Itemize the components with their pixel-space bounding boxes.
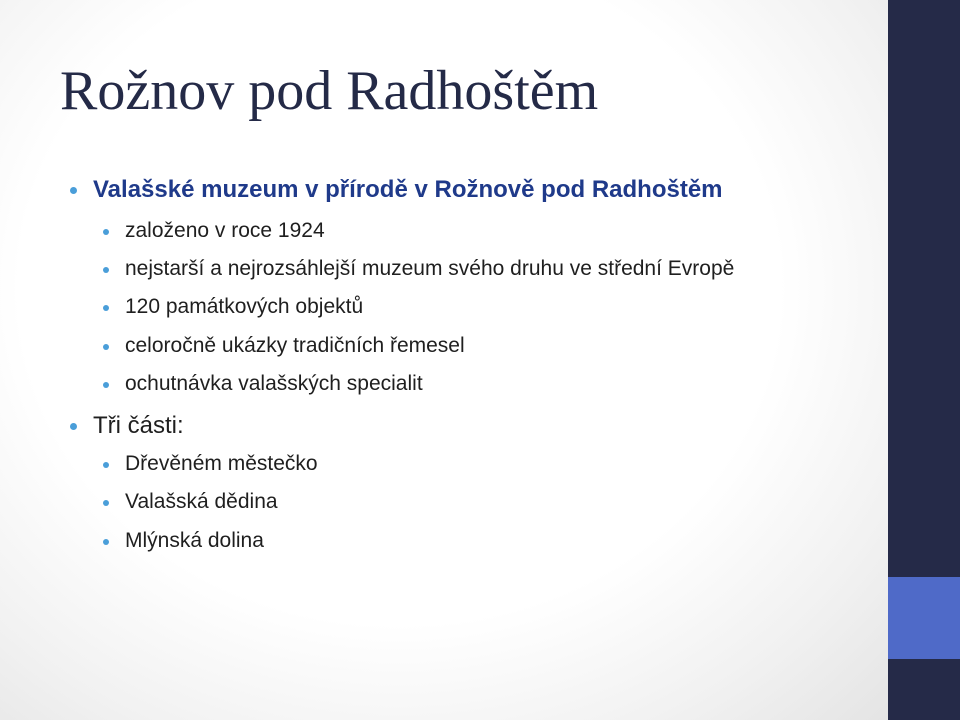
bullet-item-town xyxy=(103,452,318,476)
bullet-text: Dřevěném městečko xyxy=(125,452,318,475)
slide-title: Rožnov pod Radhoštěm xyxy=(60,60,599,122)
bullet-text: ochutnávka valašských specialit xyxy=(125,372,423,395)
bullet-text: nejstarší a nejrozsáhlejší muzeum svého druhu ve střední Evropě xyxy=(125,257,735,280)
bullet-text: Valašská dědina xyxy=(125,490,278,513)
bullet-item-objects xyxy=(103,295,363,319)
bullet-item-parts xyxy=(70,412,184,440)
bullet-dot-icon xyxy=(103,267,109,273)
bullet-dot-icon xyxy=(103,462,109,468)
bullet-dot-icon xyxy=(103,229,109,235)
bullet-text: 120 památkových objektů xyxy=(125,295,364,318)
bullet-dot-icon xyxy=(103,344,109,350)
bullet-item-village xyxy=(103,490,278,514)
bullet-text: Mlýnská dolina xyxy=(125,529,264,552)
bullet-dot-icon xyxy=(103,539,109,545)
side-accent-block xyxy=(888,577,960,659)
bullet-dot-icon xyxy=(70,187,77,194)
bullet-dot-icon xyxy=(103,382,109,388)
bullet-dot-icon xyxy=(103,305,109,311)
bullet-item-museum xyxy=(70,176,723,204)
bullet-text: Valašské muzeum v přírodě v Rožnově pod Radhoštěm xyxy=(93,176,723,203)
bullet-dot-icon xyxy=(103,500,109,506)
bullet-text: celoročně ukázky tradičních řemesel xyxy=(125,334,465,357)
bullet-item-crafts xyxy=(103,334,465,358)
bullet-item-founded xyxy=(103,219,325,243)
bullet-text: Tři části: xyxy=(93,412,184,439)
bullet-dot-icon xyxy=(70,423,77,430)
bullet-item-oldest xyxy=(103,257,734,281)
bullet-item-tasting xyxy=(103,372,423,396)
bullet-text: založeno v roce 1924 xyxy=(125,219,325,242)
bullet-item-valley xyxy=(103,529,264,553)
